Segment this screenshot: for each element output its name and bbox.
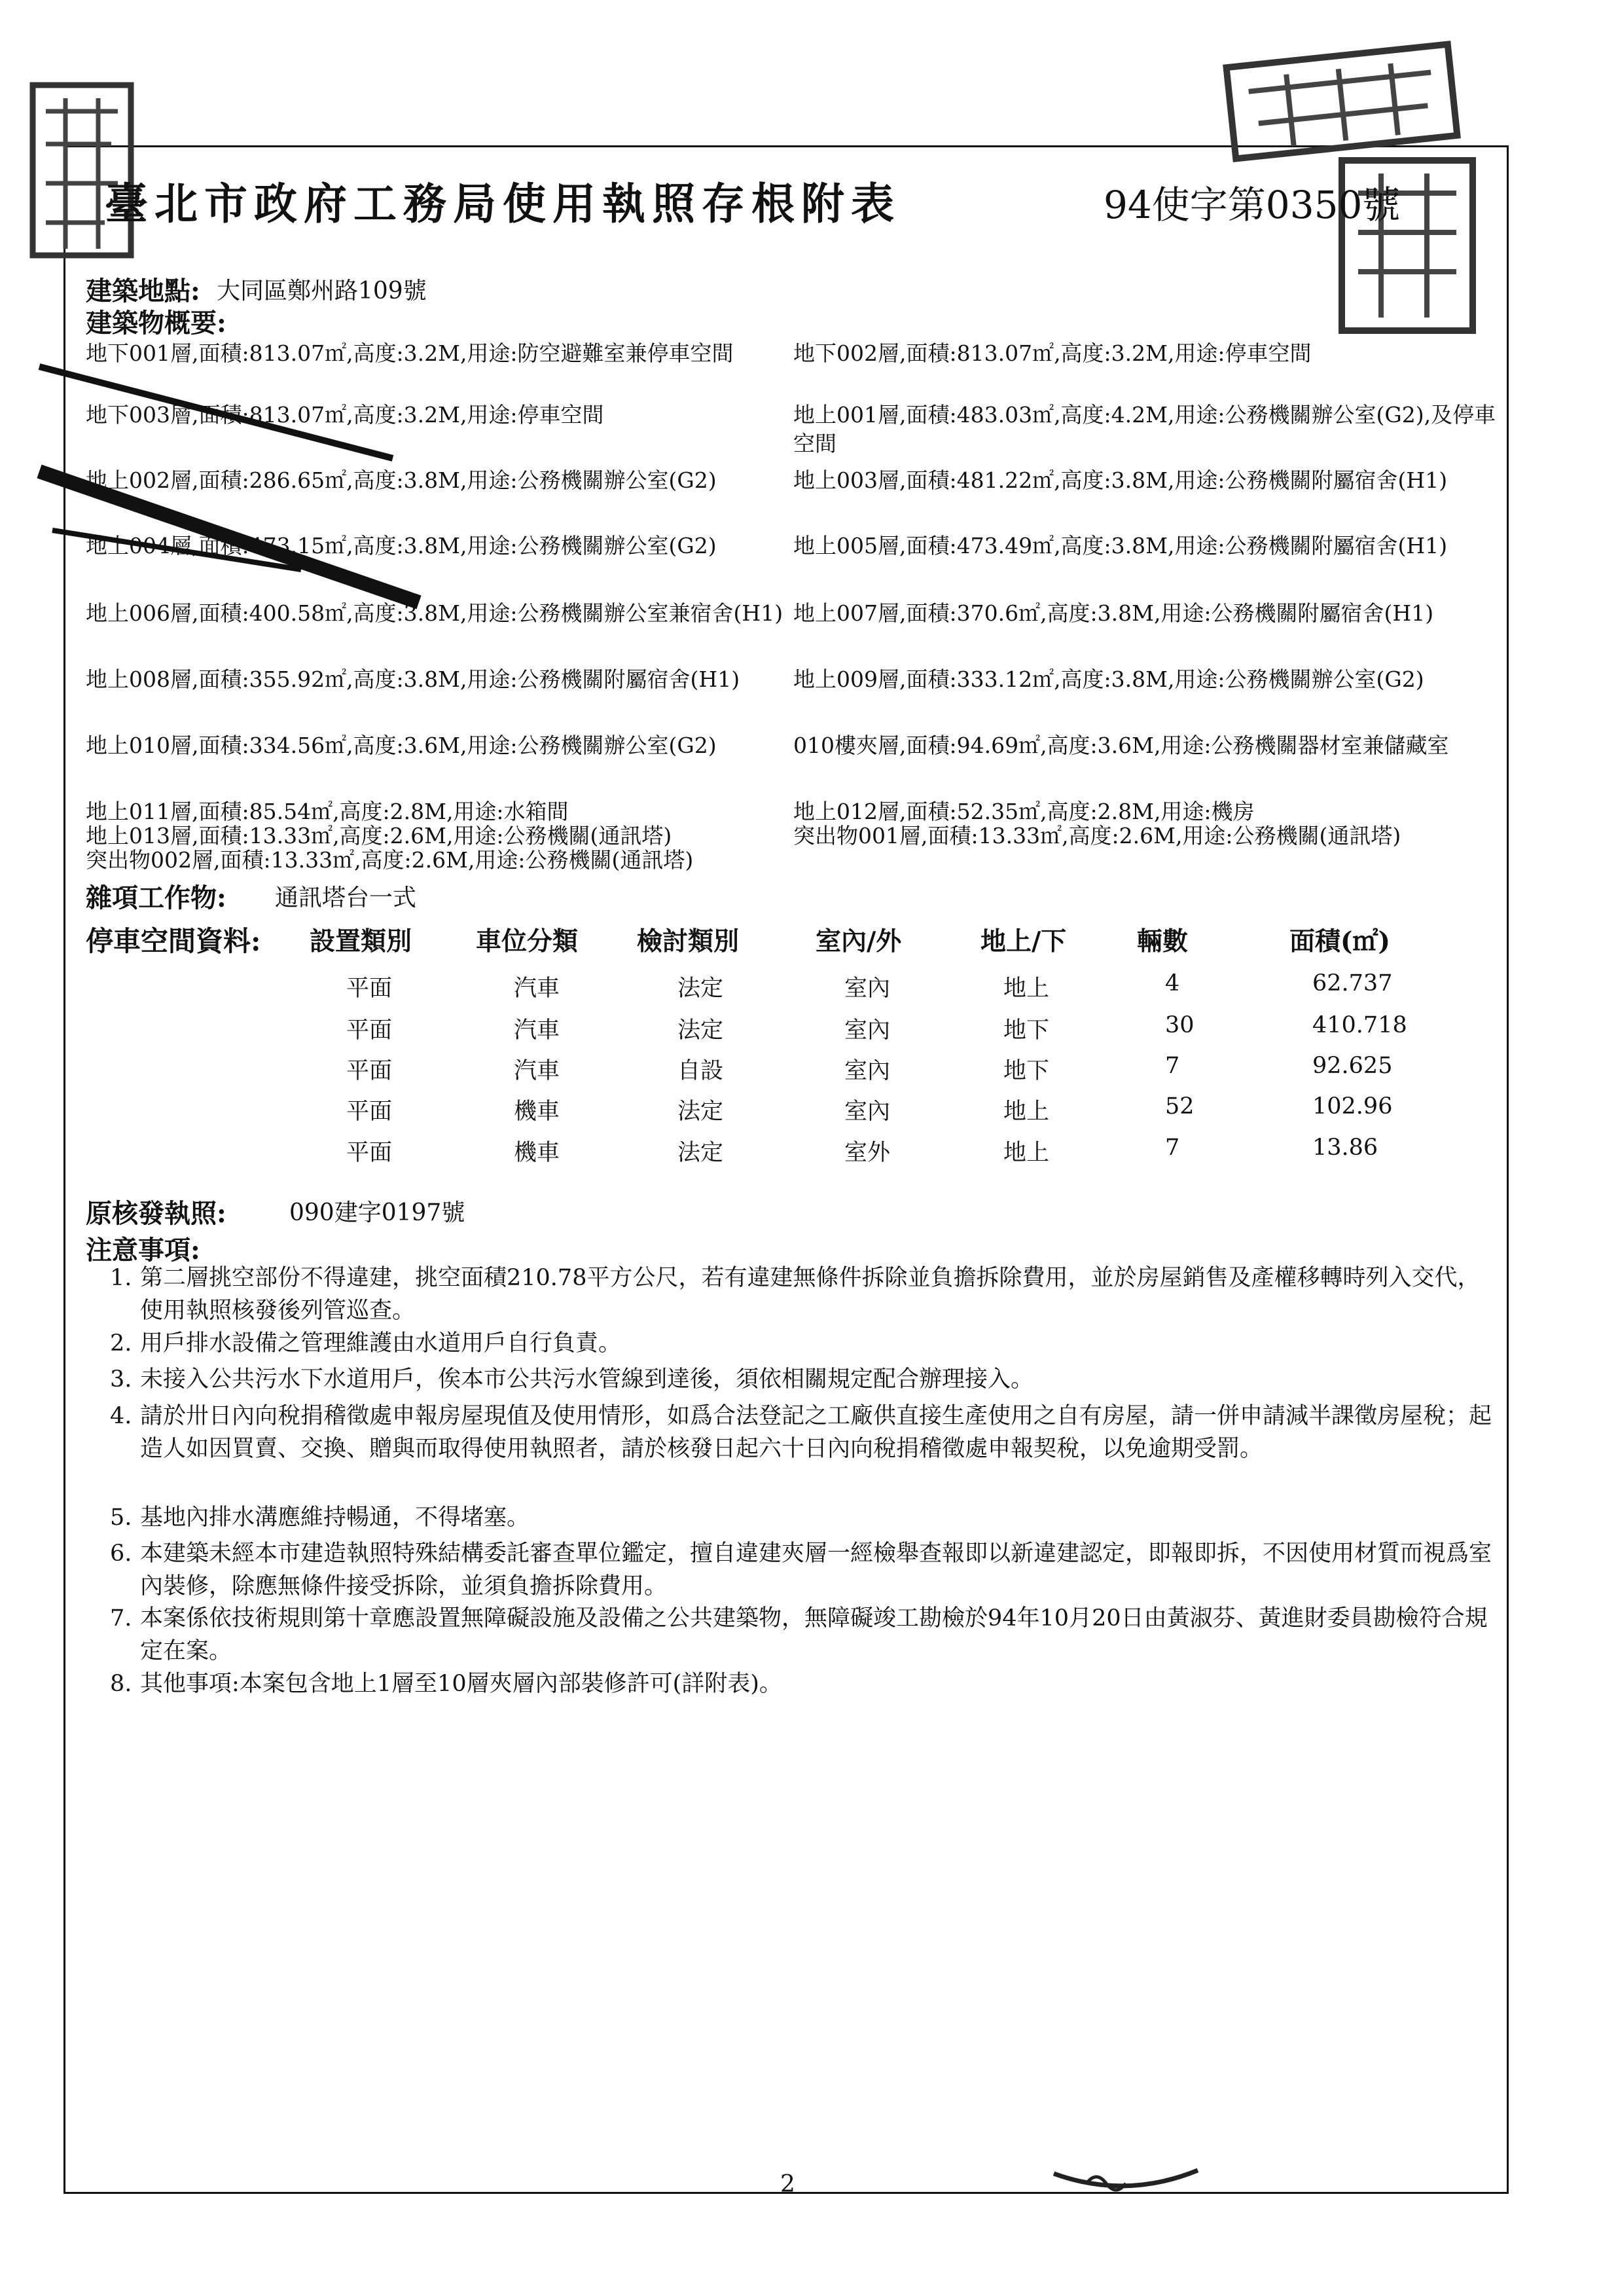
table-cell: 13.86 [1312, 1135, 1378, 1161]
parking-header-area: 面積(㎡) [1289, 926, 1390, 957]
table-cell: 平面 [346, 1058, 393, 1084]
parking-header-setting-type: 設置類別 [310, 926, 412, 957]
floor-left-2: 地下003層,面積:813.07㎡,高度:3.2M,用途:停車空間 [86, 402, 604, 428]
floor-left-8: 地上011層,面積:85.54㎡,高度:2.8M,用途:水箱間 [86, 799, 569, 824]
note-text: 請於卅日內向稅捐稽徵處申報房屋現值及使用情形，如爲合法登記之工廠供直接生產使用之自有房屋，請一併申請減半課徵房屋稅；起造人如因買賣、交換、贈與而取得使用執照者，請於核發日起六十日內向稅捐稽徵處申報契稅，以免逾期受罰。 [140, 1403, 1492, 1462]
note-number: 6. [110, 1540, 132, 1567]
table-cell: 室內 [844, 1058, 891, 1084]
note-number: 3. [110, 1366, 132, 1393]
note-number: 8. [110, 1671, 132, 1697]
overview-label: 建築物概要: [86, 308, 226, 338]
floor-right-6: 地上009層,面積:333.12㎡,高度:3.8M,用途:公務機關辦公室(G2) [793, 666, 1424, 692]
note-number: 2. [110, 1330, 132, 1357]
floor-right-9: 突出物001層,面積:13.33㎡,高度:2.6M,用途:公務機關(通訊塔) [793, 823, 1401, 848]
parking-header-space-class: 車位分類 [476, 926, 579, 957]
table-cell: 4 [1165, 970, 1180, 996]
parking-label: 停車空間資料: [86, 925, 261, 957]
floor-right-3: 地上003層,面積:481.22㎡,高度:3.8M,用途:公務機關附屬宿舍(H1) [793, 467, 1448, 493]
table-cell: 室外 [844, 1140, 891, 1166]
table-cell: 機車 [514, 1099, 560, 1125]
note-number: 1. [110, 1265, 132, 1291]
table-cell: 7 [1165, 1053, 1180, 1079]
floor-left-1: 地下001層,面積:813.07㎡,高度:3.2M,用途:防空避難室兼停車空間 [86, 340, 734, 366]
table-cell: 汽車 [514, 1017, 560, 1044]
table-cell: 汽車 [514, 1058, 560, 1084]
note-text: 其他事項:本案包含地上1層至10層夾層內部裝修許可(詳附表)。 [140, 1671, 782, 1697]
notes-label: 注意事項: [86, 1235, 200, 1266]
table-cell: 62.737 [1312, 970, 1393, 996]
table-cell: 地上 [1003, 1140, 1050, 1166]
floor-left-5: 地上006層,面積:400.58㎡,高度:3.8M,用途:公務機關辦公室兼宿舍(H1) [86, 600, 783, 626]
table-cell: 汽車 [514, 975, 560, 1002]
note-text: 第二層挑空部份不得違建，挑空面積210.78平方公尺，若有違建無條件拆除並負擔拆除費用，並於房屋銷售及產權移轉時列入交代，使用執照核發後列管巡查。 [140, 1265, 1481, 1324]
page-number: 2 [780, 2171, 795, 2198]
table-cell: 平面 [346, 975, 393, 1002]
site-value: 大同區鄭州路109號 [217, 278, 427, 304]
note-text: 用戶排水設備之管理維護由水道用戶自行負責。 [140, 1330, 622, 1357]
note-text: 本建築未經本市建造執照特殊結構委託審查單位鑑定，擅自違建夾層一經檢舉查報即以新違建認定，即報即拆，不因使用材質而視爲室內裝修，除應無條件接受拆除，並須負擔拆除費用。 [140, 1540, 1492, 1599]
floor-right-1: 地下002層,面積:813.07㎡,高度:3.2M,用途:停車空間 [793, 340, 1312, 366]
table-cell: 平面 [346, 1017, 393, 1044]
table-cell: 平面 [346, 1140, 393, 1166]
parking-header-indoor-outdoor: 室內/外 [816, 926, 902, 957]
table-cell: 地下 [1003, 1058, 1050, 1084]
table-cell: 法定 [677, 1140, 724, 1166]
note-text: 未接入公共污水下水道用戶，俟本市公共污水管線到達後，須依相關規定配合辦理接入。 [140, 1366, 1034, 1393]
table-cell: 地上 [1003, 975, 1050, 1002]
table-cell: 法定 [677, 975, 724, 1002]
floor-left-9: 地上013層,面積:13.33㎡,高度:2.6M,用途:公務機關(通訊塔) [86, 823, 672, 848]
signature-mark [1047, 2160, 1204, 2200]
floor-left-3: 地上002層,面積:286.65㎡,高度:3.8M,用途:公務機關辦公室(G2) [86, 467, 717, 493]
floor-right-4: 地上005層,面積:473.49㎡,高度:3.8M,用途:公務機關附屬宿舍(H1) [793, 533, 1448, 558]
note-number: 4. [110, 1403, 132, 1429]
original-permit-label: 原核發執照: [86, 1198, 226, 1229]
note-text: 基地內排水溝應維持暢通，不得堵塞。 [140, 1504, 530, 1531]
table-cell: 法定 [677, 1017, 724, 1044]
floor-left-4: 地上004層,面積:473.15㎡,高度:3.8M,用途:公務機關辦公室(G2) [86, 533, 717, 558]
floor-left-6: 地上008層,面積:355.92㎡,高度:3.8M,用途:公務機關附屬宿舍(H1) [86, 666, 740, 692]
note-number: 7. [110, 1605, 132, 1631]
permit-number: 94使字第0350號 [1104, 183, 1401, 227]
table-cell: 102.96 [1312, 1093, 1393, 1120]
document-title: 臺北市政府工務局使用執照存根附表 [105, 178, 901, 229]
table-cell: 7 [1165, 1135, 1180, 1161]
table-cell: 52 [1165, 1093, 1195, 1120]
original-permit-value: 090建字0197號 [289, 1199, 465, 1226]
table-cell: 92.625 [1312, 1053, 1393, 1079]
misc-label: 雜項工作物: [86, 883, 226, 913]
table-cell: 室內 [844, 1099, 891, 1125]
table-cell: 室內 [844, 975, 891, 1002]
table-cell: 室內 [844, 1017, 891, 1044]
table-cell: 地上 [1003, 1099, 1050, 1125]
table-cell: 機車 [514, 1140, 560, 1166]
table-cell: 法定 [677, 1099, 724, 1125]
floor-right-7: 010樓夾層,面積:94.69㎡,高度:3.6M,用途:公務機關器材室兼儲藏室 [793, 733, 1449, 758]
table-cell: 410.718 [1312, 1012, 1407, 1038]
table-cell: 自設 [677, 1058, 724, 1084]
misc-value: 通訊塔台一式 [275, 884, 417, 911]
floor-right-2: 地上001層,面積:483.03㎡,高度:4.2M,用途:公務機關辦公室(G2),及停車空間 [793, 402, 1496, 456]
parking-header-above-below: 地上/下 [980, 926, 1067, 957]
floor-right-5: 地上007層,面積:370.6㎡,高度:3.8M,用途:公務機關附屬宿舍(H1) [793, 600, 1434, 626]
parking-header-review-class: 檢討類別 [637, 926, 740, 957]
parking-header-count: 輛數 [1137, 926, 1189, 957]
table-cell: 地下 [1003, 1017, 1050, 1044]
floor-left-10: 突出物002層,面積:13.33㎡,高度:2.6M,用途:公務機關(通訊塔) [86, 847, 694, 873]
floor-left-7: 地上010層,面積:334.56㎡,高度:3.6M,用途:公務機關辦公室(G2) [86, 733, 717, 758]
note-number: 5. [110, 1504, 132, 1531]
site-label: 建築地點: [86, 276, 200, 306]
floor-right-8: 地上012層,面積:52.35㎡,高度:2.8M,用途:機房 [793, 799, 1255, 824]
note-text: 本案係依技術規則第十章應設置無障礙設施及設備之公共建築物，無障礙竣工勘檢於94年10月20日由黃淑芬、黃進財委員勘檢符合規定在案。 [140, 1605, 1488, 1664]
table-cell: 平面 [346, 1099, 393, 1125]
table-cell: 30 [1165, 1012, 1195, 1038]
